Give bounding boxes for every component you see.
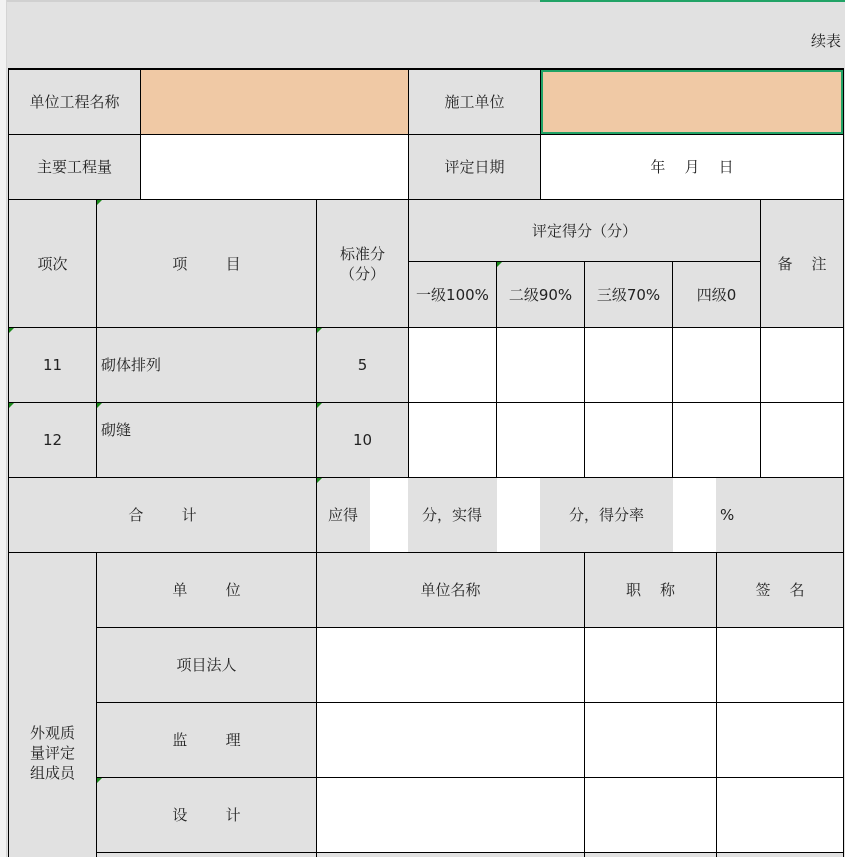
members-unit-header[interactable]: 单 位 [97, 553, 316, 627]
header-grade4[interactable]: 四级0 [673, 262, 760, 327]
member-owner-unit[interactable] [317, 628, 584, 702]
grid-line [584, 552, 585, 857]
row-11-item[interactable]: 砌体排列 [97, 328, 316, 402]
grid-line [96, 552, 97, 857]
cell-indicator-icon [497, 262, 502, 267]
grid-line [96, 627, 844, 628]
grid-line [8, 402, 844, 403]
total-rate-value[interactable] [673, 478, 716, 552]
grid-line [8, 477, 844, 478]
header-item[interactable]: 项 目 [97, 200, 316, 327]
grid-line [96, 199, 97, 477]
member-role-supervisor[interactable]: 监 理 [97, 703, 316, 777]
main-quantity-label[interactable]: 主要工程量 [9, 135, 140, 199]
total-actual-label[interactable]: 分，实得 [408, 478, 496, 552]
continuation-label: 续表 [810, 32, 841, 50]
construction-unit-value[interactable] [541, 70, 843, 134]
grid-line [8, 134, 844, 135]
row-12-grade2[interactable] [497, 403, 584, 477]
eval-date-value[interactable]: 年 月 日 [541, 135, 843, 199]
grid-line [8, 552, 844, 553]
cell-indicator-icon [97, 200, 102, 205]
member-designer-sign[interactable] [717, 778, 843, 852]
grid-line [316, 199, 317, 477]
grid-line [760, 199, 761, 477]
grid-line [843, 68, 844, 857]
row-header-strip [0, 0, 7, 857]
member-supervisor-sign[interactable] [717, 703, 843, 777]
header-grade3[interactable]: 三级70% [585, 262, 672, 327]
row-11-grade3[interactable] [585, 328, 672, 402]
row-12-std[interactable]: 10 [317, 403, 408, 477]
header-item-no[interactable]: 项次 [9, 200, 96, 327]
cell-indicator-icon [317, 403, 322, 408]
member-role-owner[interactable]: 项目法人 [97, 628, 316, 702]
grid-line [140, 68, 141, 199]
row-11-grade4[interactable] [673, 328, 760, 402]
header-std-score[interactable]: 标准分 （分） [317, 200, 408, 327]
row-12-grade3[interactable] [585, 403, 672, 477]
row-11-grade1[interactable] [409, 328, 496, 402]
total-should-label[interactable]: 应得 [317, 478, 369, 552]
grid-line [8, 327, 844, 328]
cell-indicator-icon [317, 328, 322, 333]
cell-indicator-icon [9, 328, 14, 333]
grid-line [584, 261, 585, 477]
member-role-designer[interactable]: 设 计 [97, 778, 316, 852]
row-11-grade2[interactable] [497, 328, 584, 402]
member-designer-title[interactable] [585, 778, 716, 852]
grid-line [408, 199, 409, 477]
member-supervisor-unit[interactable] [317, 703, 584, 777]
member-owner-title[interactable] [585, 628, 716, 702]
grid-line [316, 477, 317, 552]
total-label[interactable]: 合 计 [9, 478, 316, 552]
row-11-remark[interactable] [761, 328, 843, 402]
main-quantity-value[interactable] [141, 135, 408, 199]
project-name-label[interactable]: 单位工程名称 [9, 70, 140, 134]
total-percent[interactable]: % [716, 478, 843, 552]
cell-indicator-icon [97, 778, 102, 783]
members-unit-name-header[interactable]: 单位名称 [317, 553, 584, 627]
cell-indicator-icon [9, 403, 14, 408]
grid-line [672, 261, 673, 477]
grid-line [8, 199, 844, 200]
header-eval-score[interactable]: 评定得分（分） [409, 200, 760, 261]
member-supervisor-title[interactable] [585, 703, 716, 777]
grid-line [496, 261, 497, 477]
header-grade1[interactable]: 一级100% [409, 262, 496, 327]
grid-line [96, 852, 844, 853]
grid-line [316, 552, 317, 857]
row-12-item[interactable]: 砌缝 [97, 403, 316, 457]
construction-unit-label[interactable]: 施工单位 [409, 70, 540, 134]
total-should-value[interactable] [370, 478, 408, 552]
grid-line [540, 68, 541, 199]
grid-line [96, 702, 844, 703]
cell-indicator-icon [97, 403, 102, 408]
selection-indicator [540, 0, 845, 2]
header-grade2[interactable]: 二级90% [497, 262, 584, 327]
eval-date-label[interactable]: 评定日期 [409, 135, 540, 199]
members-title-header[interactable]: 职 称 [585, 553, 716, 627]
row-12-item-fill [97, 457, 316, 477]
row-11-no[interactable]: 11 [9, 328, 96, 402]
grid-line [8, 68, 9, 857]
row-12-grade1[interactable] [409, 403, 496, 477]
next-row-stub [97, 853, 316, 857]
grid-line [96, 777, 844, 778]
row-12-remark[interactable] [761, 403, 843, 477]
row-12-grade4[interactable] [673, 403, 760, 477]
members-sign-header[interactable]: 签 名 [717, 553, 843, 627]
grid-line [408, 68, 409, 199]
header-remark[interactable]: 备 注 [761, 200, 843, 327]
members-group-label[interactable]: 外观质 量评定 组成员 [9, 553, 96, 857]
grid-line [8, 68, 844, 70]
member-designer-unit[interactable] [317, 778, 584, 852]
cell-indicator-icon [317, 478, 322, 483]
row-12-no[interactable]: 12 [9, 403, 96, 477]
total-actual-value[interactable] [497, 478, 540, 552]
grid-line [716, 552, 717, 857]
row-11-std[interactable]: 5 [317, 328, 408, 402]
total-rate-label[interactable]: 分，得分率 [540, 478, 673, 552]
member-owner-sign[interactable] [717, 628, 843, 702]
column-header-strip [0, 0, 845, 2]
project-name-value[interactable] [141, 70, 408, 134]
